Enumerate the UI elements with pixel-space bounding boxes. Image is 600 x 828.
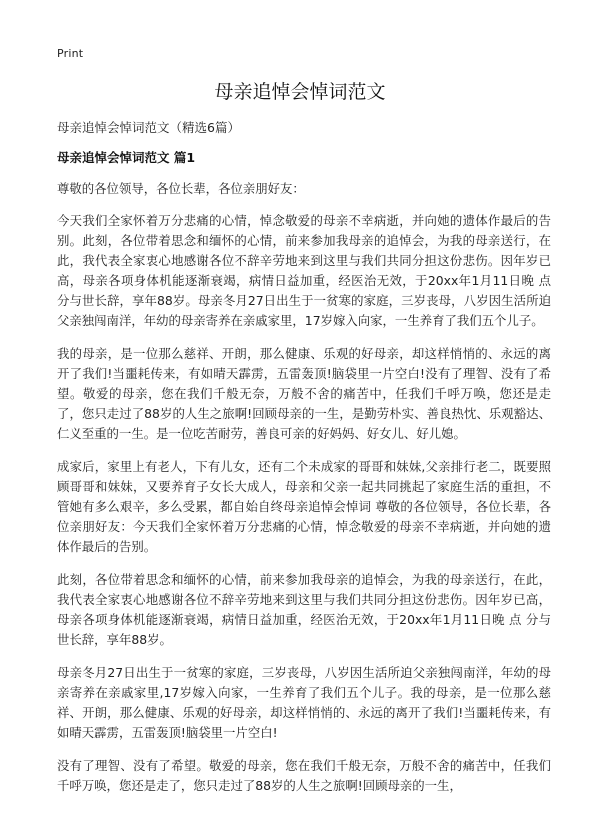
paragraph: 没有了理智、没有了希望。敬爱的母亲，您在我们千般无奈，万般不舍的痛苦中，任我们千呼万唤，您还是走了，您只走过了88岁的人生之旅啊!回顾母亲的一生， — [57, 758, 551, 793]
paragraph: 母亲冬月27日出生于一贫寒的家庭，三岁丧母，八岁因生活所迫父亲独闯南洋，年幼的母亲寄养在亲戚家里,17岁嫁入向家，一生养育了我们五个儿子。我的母亲，是一位那么慈祥、开朗，那么健康、乐观的好母亲，却这样悄悄的、永远的离开了我们!当噩耗传来，有如晴天霹雳，五雷轰顶!脑袋里一片空白! — [57, 665, 551, 740]
paragraph: 此刻，各位带着思念和缅怀的心情，前来参加我母亲的追悼会，为我的母亲送行，在此，我代表全家衷心地感谢各位不辞辛劳地来到这里与我们共同分担这份悲伤。因年岁已高，母亲各项身体机能逐渐衰竭，病情日益加重，经医治无效，于20xx年1月11日晚 点 分与世长辞，享年88岁。 — [57, 572, 551, 647]
section-heading: 母亲追悼会悼词范文 篇1 — [57, 150, 196, 165]
document-body — [57, 179, 551, 809]
document-title: 母亲追悼会悼词范文 — [214, 81, 386, 103]
document-subtitle: 母亲追悼会悼词范文（精选6篇） — [57, 120, 240, 135]
paragraph: 今天我们全家怀着万分悲痛的心情，悼念敬爱的母亲不幸病逝，并向她的遗体作最后的告别。此刻，各位带着思念和缅怀的心情，前来参加我母亲的追悼会，为我的母亲送行，在此，我代表全家衷心地感谢各位不辞辛劳地来到这里与我们共同分担这份悲伤。因年岁已高，母亲各项身体机能逐渐衰竭，病情日益加重，经医治无效，于20xx年1月11日晚 点 分与世长辞，享年88岁。母亲冬月27日出生于一贫寒的家庭，三岁丧母，八岁因生活所迫父亲独闯南洋，年幼的母亲寄养在亲戚家里，17岁嫁入向家，一生养育了我们五个儿子。 — [57, 213, 551, 328]
print-link[interactable]: Print — [57, 47, 84, 60]
paragraph: 我的母亲，是一位那么慈祥、开朗，那么健康、乐观的好母亲，却这样悄悄的、永远的离开了我们!当噩耗传来，有如晴天霹雳，五雷轰顶!脑袋里一片空白!没有了理智、没有了希望。敬爱的母亲，您在我们千般无奈，万般不舍的痛苦中，任我们千呼万唤，您还是走了，您只走过了88岁的人生之旅啊!回顾母亲的一生，是勤劳朴实、善良热忱、乐观豁达、仁义至重的一生。是一位吃苦耐劳，善良可亲的好妈妈、好女儿、好儿媳。 — [57, 346, 551, 441]
paragraph: 成家后，家里上有老人，下有儿女，还有二个未成家的哥哥和妹妹,父亲排行老二，既要照顾哥哥和妹妹，又要养育子女长大成人，母亲和父亲一起共同挑起了家庭生活的重担，不管她有多么艰辛，多么受累，都自始自终母亲追悼会悼词 尊敬的各位领导，各位长辈，各位亲朋好友：今天我们全家怀着万分悲痛的心情，悼念敬爱的母亲不幸病逝，并向她的遗体作最后的告别。 — [57, 459, 551, 554]
paragraph-salutation: 尊敬的各位领导，各位长辈，各位亲朋好友： — [57, 181, 305, 196]
